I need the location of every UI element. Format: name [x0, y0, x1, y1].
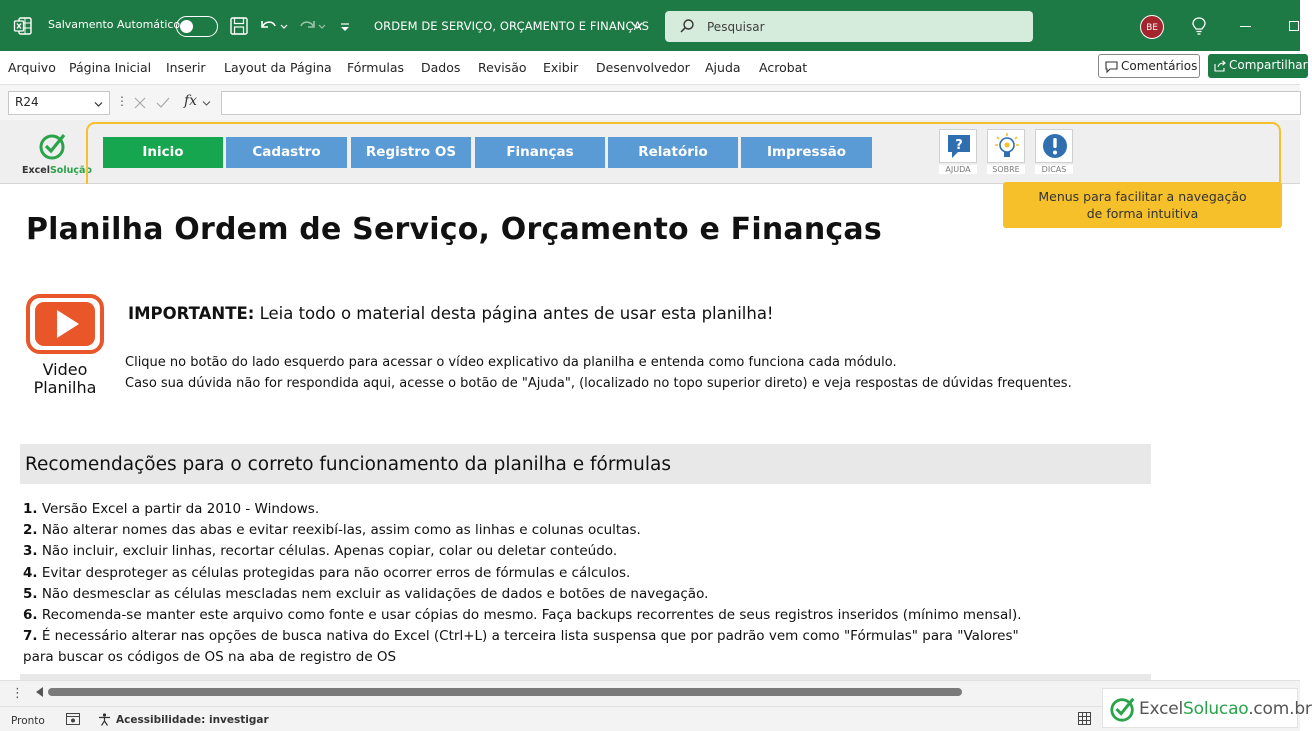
comments-button[interactable]: [1098, 54, 1200, 78]
more-options-icon[interactable]: ⋮: [116, 94, 128, 108]
title-bar: [0, 0, 1300, 51]
redo-icon[interactable]: [298, 16, 328, 36]
insert-function-icon[interactable]: fx: [184, 93, 198, 109]
check-circle-icon: [1109, 695, 1137, 723]
nav-button-relatorio[interactable]: Relatório: [608, 137, 738, 168]
tips-button[interactable]: [1035, 129, 1073, 176]
help-button[interactable]: [939, 129, 977, 176]
tab-layout-pagina[interactable]: Layout da Página: [224, 60, 332, 75]
check-circle-icon: [38, 131, 68, 161]
chevron-down-icon: [94, 100, 103, 109]
chevron-down-icon[interactable]: [631, 21, 643, 31]
accessibility-icon[interactable]: [98, 713, 111, 726]
help-label: AJUDA: [939, 165, 977, 174]
svg-text:?: ?: [955, 138, 963, 153]
formula-bar: [0, 84, 1300, 120]
cell-reference: R24: [15, 95, 39, 109]
user-avatar[interactable]: BE: [1140, 15, 1164, 39]
description-line-1: Clique no botão do lado esquerdo para acessar o vídeo explicativo da planilha e entenda como funciona cada módulo.: [125, 355, 897, 370]
list-item: 3. Não incluir, excluir linhas, recortar células. Apenas copiar, colar ou deletar conteúdo.: [23, 543, 618, 560]
brand-watermark: [1102, 688, 1312, 728]
logo-text: ExcelSolução: [22, 165, 92, 176]
tips-label: DICAS: [1035, 165, 1073, 174]
normal-view-icon[interactable]: [1078, 712, 1091, 725]
list-item: 6. Recomenda-se manter este arquivo como fonte e usar cópias do mesmo. Faça backups recorrentes de seus registros inseridos (mínimo mensal).: [23, 607, 1022, 624]
nav-button-registro-os[interactable]: Registro OS: [351, 137, 471, 168]
formula-controls: [116, 91, 218, 115]
exclamation-icon: [1036, 130, 1074, 164]
tab-acrobat[interactable]: Acrobat: [759, 60, 808, 75]
list-item-continuation: para buscar os códigos de OS na aba de registro de OS: [23, 649, 397, 666]
autosave-toggle[interactable]: [176, 16, 218, 37]
tab-inserir[interactable]: Inserir: [166, 60, 206, 75]
tooltip-line-2: de forma intuitiva: [1086, 206, 1199, 221]
video-label-line-2: Planilha: [33, 378, 97, 397]
macro-recording-icon[interactable]: [66, 713, 80, 725]
nav-button-cadastro[interactable]: Cadastro: [226, 137, 347, 168]
help-button-icon-box: [939, 129, 977, 163]
tips-button-icon-box: [1035, 129, 1073, 163]
document-title[interactable]: ORDEM DE SERVIÇO, ORÇAMENTO E FINANÇAS: [374, 19, 649, 33]
sheet-options-icon[interactable]: ⋮: [11, 686, 24, 701]
video-label-line-1: Video: [42, 360, 88, 379]
about-button-icon-box: [987, 129, 1025, 163]
tab-revisao[interactable]: Revisão: [478, 60, 527, 75]
tab-dados[interactable]: Dados: [421, 60, 461, 75]
about-button[interactable]: [987, 129, 1025, 176]
recommendations-list: [23, 499, 1022, 669]
formula-input[interactable]: [221, 91, 1301, 115]
nav-button-financas[interactable]: Finanças: [475, 137, 605, 168]
list-item: 1. Versão Excel a partir da 2010 - Windows.: [23, 501, 320, 517]
share-label: Compartilhar: [1229, 58, 1308, 72]
undo-icon[interactable]: [258, 16, 288, 36]
video-label[interactable]: [22, 361, 108, 397]
important-text: Leia todo o material desta página antes de usar esta planilha!: [254, 304, 774, 323]
lightbulb-icon[interactable]: [1190, 16, 1208, 36]
important-label: IMPORTANTE:: [128, 304, 255, 323]
chat-question-icon: [940, 130, 978, 164]
share-icon: [1214, 60, 1226, 72]
list-item: 2. Não alterar nomes das abas e evitar reexibí-las, assim como as linhas e colunas ocultas.: [23, 522, 641, 539]
comments-label: Comentários: [1121, 59, 1198, 73]
restore-button[interactable]: [1289, 21, 1299, 31]
chevron-down-icon[interactable]: [202, 100, 211, 107]
tab-ajuda[interactable]: Ajuda: [705, 60, 741, 75]
toggle-knob: [180, 20, 193, 33]
play-video-icon[interactable]: [26, 294, 104, 354]
about-label: SOBRE: [987, 165, 1025, 174]
nav-button-impressao[interactable]: Impressão: [741, 137, 872, 168]
nav-button-inicio[interactable]: Inicio: [103, 137, 223, 168]
search-icon: [679, 18, 695, 34]
search-placeholder: Pesquisar: [707, 20, 765, 34]
tooltip-line-1: Menus para facilitar a navegação: [1038, 189, 1247, 204]
description: [125, 352, 1072, 394]
save-icon[interactable]: [229, 16, 249, 36]
scroll-left-arrow-icon[interactable]: [36, 687, 43, 697]
minimize-button[interactable]: [1240, 26, 1251, 27]
share-button[interactable]: [1208, 54, 1308, 78]
autosave-label: Salvamento Automático: [48, 18, 181, 31]
excel-app-icon[interactable]: [14, 17, 32, 35]
navigation-tooltip: [1003, 182, 1282, 228]
page-title: Planilha Ordem de Serviço, Orçamento e Finanças: [26, 212, 882, 247]
status-ready: Pronto: [11, 715, 45, 727]
excel-solucao-logo: [22, 131, 92, 179]
name-box[interactable]: [8, 91, 110, 115]
list-item: 5. Não desmesclar as células mescladas nem excluir as validações de dados e botões de navegação.: [23, 585, 709, 602]
brand-text: ExcelSolucao.com.br: [1139, 699, 1312, 719]
tab-arquivo[interactable]: Arquivo: [8, 60, 56, 75]
cancel-icon[interactable]: [134, 97, 146, 109]
tab-formulas[interactable]: Fórmulas: [347, 60, 405, 75]
tab-exibir[interactable]: Exibir: [543, 60, 579, 75]
accessibility-status[interactable]: Acessibilidade: investigar: [116, 714, 269, 726]
horizontal-scrollbar-thumb[interactable]: [48, 688, 962, 696]
search-box[interactable]: [665, 11, 1033, 42]
list-item: 7. É necessário alterar nas opções de busca nativa do Excel (Ctrl+L) a terceira lista suspensa que por padrão vem como "Fórmulas" para "Valores": [23, 628, 1019, 645]
comment-icon: [1105, 61, 1118, 73]
recommendations-header: Recomendações para o correto funcionamento da planilha e fórmulas: [20, 444, 1151, 484]
enter-icon[interactable]: [156, 97, 170, 109]
important-notice: [128, 304, 774, 323]
list-item: 4. Evitar desproteger as células protegidas para não ocorrer erros de fórmulas e cálculos.: [23, 564, 631, 581]
customize-toolbar-icon[interactable]: [338, 16, 352, 36]
lightbulb-gear-icon: [988, 130, 1026, 164]
tab-pagina-inicial[interactable]: Página Inicial: [69, 60, 152, 75]
tab-desenvolvedor[interactable]: Desenvolvedor: [596, 60, 690, 75]
description-line-2: Caso sua dúvida não for respondida aqui, acesse o botão de "Ajuda", (localizado no topo superior direto) e veja respostas de dúvidas frequentes.: [125, 376, 1072, 391]
